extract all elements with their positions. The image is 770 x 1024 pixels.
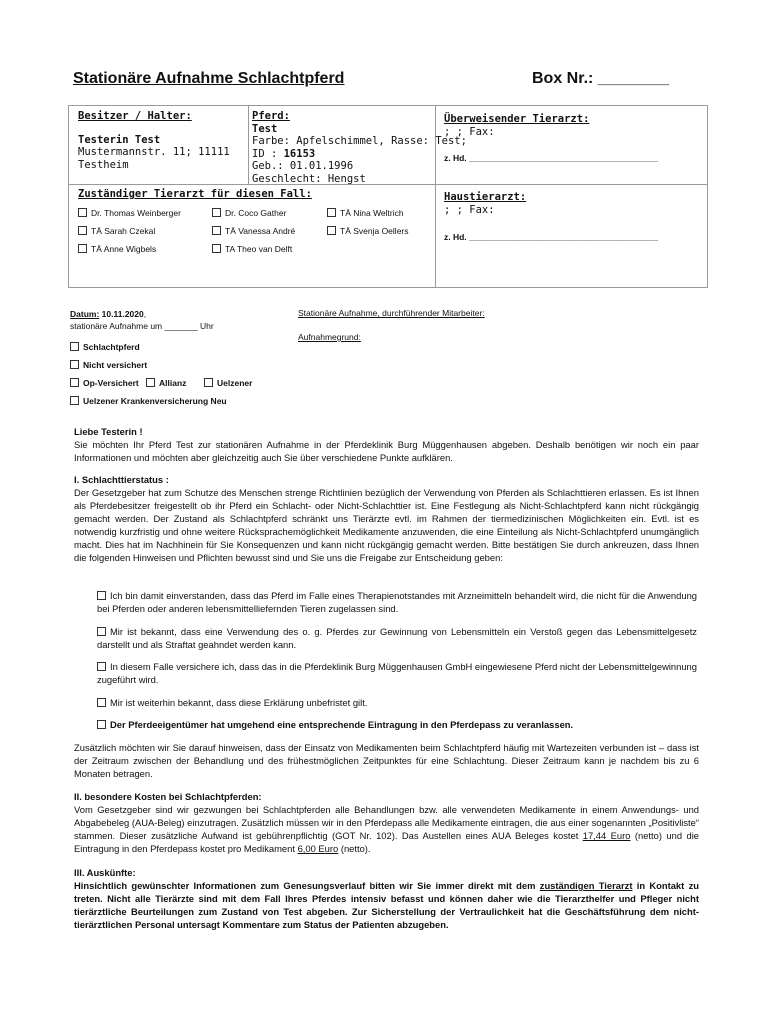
vet-option[interactable] bbox=[212, 208, 286, 218]
vet-label: Dr. Thomas Weinberger bbox=[91, 208, 181, 218]
horse-id bbox=[252, 148, 467, 161]
option-uelzener[interactable]: Uelzener bbox=[204, 378, 252, 388]
section-1-after: Zusätzlich möchten wir Sie darauf hinweisen, dass der Einsatz von Medikamenten beim Schlachtpferd häufig mit Wartezeiten verbunden ist – dass ist der Zeitraum zwischen der Behandlung und des frühestmöglichen Zeitpunktes für eine Schlachtung. Dieser Zeitraum kann je nachdem bis zu 6 Monaten betragen. bbox=[74, 742, 699, 779]
option-slaughter[interactable]: Schlachtpferd bbox=[70, 342, 140, 352]
responsible-vet-link: zuständigen Tierarzt bbox=[539, 880, 633, 891]
checkbox[interactable] bbox=[78, 208, 87, 217]
vet-option[interactable] bbox=[78, 226, 155, 236]
vet-option[interactable] bbox=[327, 226, 409, 236]
divider bbox=[436, 184, 707, 185]
reason-label: Aufnahmegrund: bbox=[298, 332, 361, 342]
checkbox[interactable] bbox=[70, 342, 79, 351]
box-number-field: Box Nr.: ________ bbox=[532, 70, 669, 87]
consent-5[interactable]: Der Pferdeeigentümer hat umgehend eine entsprechende Eintragung in den Pferdepass zu veranlassen. bbox=[97, 718, 697, 731]
owner-name: Testerin Test bbox=[78, 133, 161, 146]
vet-label: TÄ Anne Wigbels bbox=[91, 244, 157, 254]
home-vet-block bbox=[444, 191, 526, 216]
vet-label: TÄ Svenja Oellers bbox=[340, 226, 409, 236]
option-allianz[interactable]: Allianz bbox=[146, 378, 186, 388]
checkbox[interactable] bbox=[97, 720, 106, 729]
responsible-vet-heading: Zuständiger Tierarzt für diesen Fall: bbox=[78, 188, 312, 200]
referring-vet-fax: ; ; Fax: bbox=[444, 125, 495, 138]
date-label: Datum: bbox=[70, 309, 100, 319]
checkbox[interactable] bbox=[97, 591, 106, 600]
referring-vet-attention[interactable]: z. Hd. ________________________________________ bbox=[444, 153, 659, 163]
checkbox[interactable] bbox=[212, 244, 221, 253]
checkbox[interactable] bbox=[97, 698, 106, 707]
section-3-text: Hinsichtlich gewünschter Informationen zum Genesungsverlauf bitten wir Sie immer direkt mit dem zuständigen Tierarzt in Kontakt zu treten. Nicht alle Tierärzte sind mit dem Fall Ihres Pferdes intensiv befasst und können daher wie die Tierarzthelfer und Pfleger nicht tierärztliche Beurteilungen zum Zustand von Test abgeben. Zur Sicherstellung der Vertraulichkeit hat die Geschäftsführung dem nicht-tierärztlichen Personal untersagt Kommentare zum Status der Patienten abzugeben. bbox=[74, 880, 699, 930]
salutation: Liebe Testerin ! bbox=[74, 426, 143, 437]
option-op-insured[interactable]: Op-Versichert bbox=[70, 378, 139, 388]
vet-option[interactable] bbox=[212, 244, 292, 254]
vet-option[interactable] bbox=[212, 226, 295, 236]
checkbox[interactable] bbox=[70, 396, 79, 405]
home-vet-fax: ; ; Fax: bbox=[444, 203, 495, 216]
option-not-insured[interactable]: Nicht versichert bbox=[70, 360, 147, 370]
owner-city: Testheim bbox=[78, 158, 129, 171]
checkbox[interactable] bbox=[70, 378, 79, 387]
horse-id-label: ID : bbox=[252, 147, 284, 160]
owner-block bbox=[78, 110, 230, 171]
horse-id-value: 16153 bbox=[283, 147, 316, 160]
vet-label: TÄ Sarah Czekal bbox=[91, 226, 156, 236]
checkbox[interactable] bbox=[78, 226, 87, 235]
section-3-heading: III. Auskünfte: bbox=[74, 867, 136, 878]
horse-color-breed: Farbe: Apfelschimmel, Rasse: Test; bbox=[252, 135, 467, 147]
vet-option[interactable] bbox=[78, 208, 181, 218]
referring-vet-block bbox=[444, 113, 589, 138]
consent-3[interactable]: In diesem Falle versichere ich, dass das in die Pferdeklinik Burg Müggenhausen GmbH eingewiesene Pferd nicht der Lebensmittelgewinnung zugeführt wird. bbox=[97, 661, 697, 685]
vet-option[interactable] bbox=[78, 244, 156, 254]
horse-block bbox=[252, 110, 467, 185]
date-value: 10.11.2020 bbox=[101, 309, 144, 319]
checkbox[interactable] bbox=[70, 360, 79, 369]
checkbox[interactable] bbox=[327, 226, 336, 235]
vet-label: Dr. Coco Gather bbox=[225, 208, 287, 218]
consent-4[interactable]: Mir ist weiterhin bekannt, dass diese Erklärung unbefristet gilt. bbox=[97, 696, 697, 709]
checkbox[interactable] bbox=[327, 208, 336, 217]
owner-street: Mustermannstr. 11; 11111 bbox=[78, 146, 230, 158]
vet-label: TÄ Nina Weltrich bbox=[340, 208, 404, 218]
checkbox[interactable] bbox=[212, 226, 221, 235]
home-vet-heading: Haustierarzt: bbox=[444, 191, 527, 203]
admission-date-block: Datum: 10.11.2020, stationäre Aufnahme um _______ Uhr bbox=[70, 309, 214, 331]
section-2-heading: II. besondere Kosten bei Schlachtpferden: bbox=[74, 791, 262, 802]
checkbox[interactable] bbox=[78, 244, 87, 253]
section-2-text: Vom Gesetzgeber sind wir gezwungen bei Schlachtpferden alle Behandlungen bzw. alle verwendeten Medikamente in einem Anwendungs- und Abgabebeleg (AUA-Beleg) einzutragen. Zusätzlich müssen wir in den Pferdepass alle Medikamente eintragen, die aus einer sogenannten „Positivliste“ stammen. Dieser zusätzliche Aufwand ist gebührenpflichtig (GOT Nr. 102). Das Austellen eines AUA Beleges kostet 17,44 Euro (netto) und die Eintragung in den Pferdepass kostet pro Medikament 6,00 Euro (netto). bbox=[74, 804, 699, 854]
price-aua: 17,44 Euro bbox=[582, 830, 631, 841]
option-uelzener-kv[interactable]: Uelzener Krankenversicherung Neu bbox=[70, 396, 227, 406]
checkbox[interactable] bbox=[97, 627, 106, 636]
checkbox[interactable] bbox=[204, 378, 213, 387]
section-1-text: Der Gesetzgeber hat zum Schutze des Menschen strenge Richtlinien bezüglich der Verwendung von Pferden als Schlachttieren erlassen. Es ist Ihnen als Pferdebesitzer freigestellt ob ihr Pferd ein Schlacht- oder Nicht-Schlachttier ist. Eine Festlegung als Nicht-Schlachtpferd kann nicht rückgängig gemacht werden. Der Zustand als Schlachtpferd schränkt uns Tierärzte evtl. im Rahmen der tiermedizinischen Möglichkeiten ein. Evtl. ist es notwendig kurzfristig und ohne weitere Rücksprachemöglichkeit Medikamente anzuwenden, die eine Einteilung als Nicht-Schlachtpferd unumgänglich macht. Dies hat im Nachhinein für Sie Konsequenzen und kann nicht rückgängig gemacht werden. Bitte bestätigen Sie durch ankreuzen, dass Ihnen die folgenden Hinweisen und Pflichten bewusst sind und Sie uns die Freigabe zur Entscheidung geben: bbox=[74, 487, 699, 563]
consent-1[interactable]: Ich bin damit einverstanden, dass das Pferd im Falle eines Therapienotstandes mit Arzneimitteln behandelt wird, die nicht für die Anwendung bei Pferden oder anderen lebensmittelliefernden Tieren zugelassen sind. bbox=[97, 590, 697, 614]
horse-heading: Pferd: bbox=[252, 110, 290, 122]
home-vet-attention[interactable]: z. Hd. ________________________________________ bbox=[444, 232, 659, 242]
intro-paragraph: Sie möchten Ihr Pferd Test zur stationären Aufnahme in der Pferdeklinik Burg Müggenhausen abgeben. Deshalb benötigen wir noch ein paar Informationen und möchten aber gleichzeitig auch Sie über verschiedene Punkte aufklären. bbox=[74, 439, 699, 463]
horse-name: Test bbox=[252, 122, 278, 135]
vet-label: TA Theo van Delft bbox=[225, 244, 293, 254]
consent-2[interactable]: Mir ist bekannt, dass eine Verwendung des o. g. Pferdes zur Gewinnung von Lebensmitteln ein Verstoß gegen das Lebensmittelgesetz darstellt und als Straftat geahndet werden kann. bbox=[97, 626, 697, 650]
referring-vet-heading: Überweisender Tierarzt: bbox=[444, 113, 590, 125]
staff-label: Stationäre Aufnahme, durchführender Mitarbeiter: bbox=[298, 308, 485, 318]
owner-heading: Besitzer / Halter: bbox=[78, 110, 192, 122]
divider bbox=[248, 106, 249, 185]
admission-time[interactable]: stationäre Aufnahme um _______ Uhr bbox=[70, 321, 214, 331]
checkbox[interactable] bbox=[146, 378, 155, 387]
vet-option[interactable] bbox=[327, 208, 404, 218]
vet-label: TÄ Vanessa André bbox=[225, 226, 296, 236]
price-pass-entry: 6,00 Euro bbox=[297, 843, 339, 854]
page-title: Stationäre Aufnahme Schlachtpferd bbox=[73, 70, 345, 87]
section-1-heading: I. Schlachttierstatus : bbox=[74, 474, 169, 485]
horse-sex: Geschlecht: Hengst bbox=[252, 172, 366, 185]
checkbox[interactable] bbox=[97, 662, 106, 671]
checkbox[interactable] bbox=[212, 208, 221, 217]
horse-birth: Geb.: 01.01.1996 bbox=[252, 160, 354, 172]
